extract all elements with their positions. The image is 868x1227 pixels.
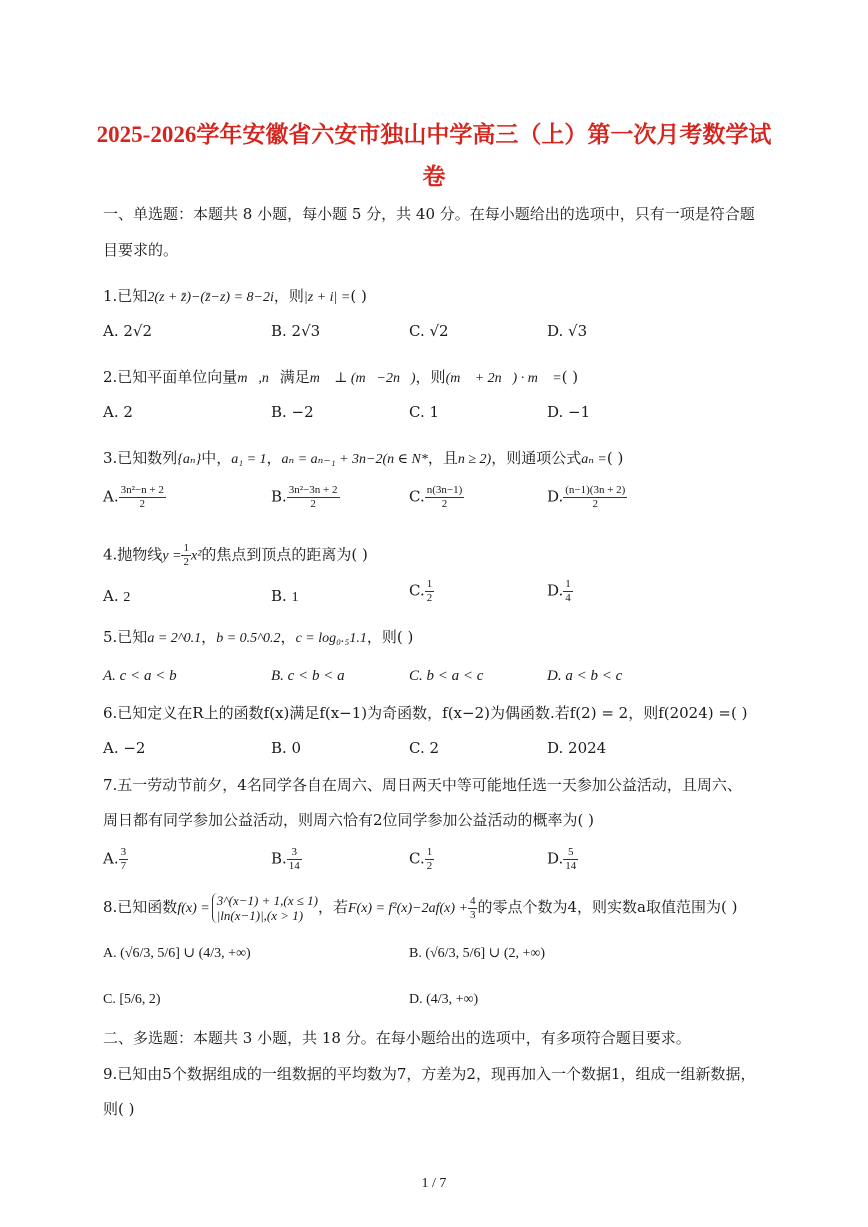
q6-option-c[interactable]: C. 2 — [409, 739, 440, 757]
q7-option-a[interactable]: A. $\frac{3}{7}$ — [103, 846, 127, 872]
q8-option-b[interactable]: B. (√6/3, 5/6] ∪ (2, +∞) — [409, 946, 546, 961]
q3-option-d[interactable]: D. $\frac{(n-1)(3n + 2)}{2}$ — [547, 484, 626, 510]
question-7: 7.五一劳动节前夕，4名同学各自在周六、周日两天中等可能地任选一天参加公益活动，且周六、 — [103, 776, 742, 794]
q4-option-d[interactable]: D. $\frac{1}{4}$ — [547, 578, 571, 604]
page-title: 2025-2026学年安徽省六安市独山中学高三（上）第一次月考数学试 — [96, 122, 772, 147]
q2-option-c[interactable]: C. 1 — [409, 403, 440, 421]
q4-option-a[interactable]: A. 2 — [103, 587, 131, 605]
q1-option-b[interactable]: B. 2√3 — [271, 322, 321, 340]
q8-option-d[interactable]: D. (4/3, +∞) — [409, 992, 479, 1007]
question-8: 8.已知函数f(x) = 3^(x−1) + 1,(x ≤ 1) |ln(x−1)|,(x > 1) ，若F(x) = f²(x)−2af(x) + $\frac{4}{3}$ 的零点个数为4，则实数a取值范围为( ) — [103, 893, 738, 923]
q6-option-d[interactable]: D. 2024 — [547, 739, 607, 757]
page-number: 1 / 7 — [421, 1176, 447, 1191]
q2-option-b[interactable]: B. −2 — [271, 403, 314, 421]
question-6: 6.已知定义在R上的函数f(x)满足f(x−1)为奇函数，f(x−2)为偶函数.若f(2) = 2，则f(2024) =( ) — [103, 704, 748, 722]
question-2: 2.已知平面单位向量m⃗,n⃗满足m⃗ ⊥ (m⃗−2n⃗)，则(m⃗ + 2n⃗) · m⃗ =( ) — [103, 368, 579, 386]
section1-heading-continued: 目要求的。 — [103, 241, 179, 259]
q8-option-c[interactable]: C. [5/6, 2) — [103, 992, 161, 1007]
q8-option-a[interactable]: A. (√6/3, 5/6] ∪ (4/3, +∞) — [103, 946, 251, 961]
question-4: 4.抛物线y = $\frac{1}{2}$ x²的焦点到顶点的距离为( ) — [103, 542, 368, 568]
question-7-continued: 周日都有同学参加公益活动，则周六恰有2位同学参加公益活动的概率为( ) — [103, 811, 595, 829]
q7-option-c[interactable]: C. $\frac{1}{2}$ — [409, 846, 433, 872]
question-9-continued: 则( ) — [103, 1100, 135, 1118]
q3-option-a[interactable]: A. $\frac{\text{3n²−n + 2}}{2}$ — [103, 484, 164, 510]
q1-option-c[interactable]: C. √2 — [409, 322, 449, 340]
question-5: 5.已知a = 2^0.1，b = 0.5^0.2，c = log₀.₅1.1，则( ) — [103, 628, 414, 646]
q5-option-c[interactable]: C. b < a < c — [409, 668, 484, 684]
section1-heading: 一、单选题：本题共 8 小题，每小题 5 分，共 40 分。在每小题给出的选项中，只有一项是符合题 — [103, 205, 755, 223]
q7-option-b[interactable]: B. $\frac{3}{14}$ — [271, 846, 300, 872]
q5-option-d[interactable]: D. a < b < c — [547, 668, 623, 684]
question-1: 1.已知2(z + z̄)−(z̄−z) = 8−2i，则|z + i| =( ) — [103, 287, 367, 305]
q3-option-c[interactable]: C. $\frac{n(3n-1)}{2}$ — [409, 484, 463, 510]
q4-option-b[interactable]: B. 1 — [271, 587, 299, 605]
q7-option-d[interactable]: D. $\frac{5}{14}$ — [547, 846, 577, 872]
question-9: 9.已知由5个数据组成的一组数据的平均数为7，方差为2，现再加入一个数据1，组成一组新数据， — [103, 1065, 756, 1083]
q3-option-b[interactable]: B. $\frac{\text{3n²−3n + 2}}{2}$ — [271, 484, 338, 510]
q2-option-d[interactable]: D. −1 — [547, 403, 591, 421]
q1-option-a[interactable]: A. 2√2 — [103, 322, 153, 340]
q5-option-b[interactable]: B. c < b < a — [271, 668, 345, 684]
q2-option-a[interactable]: A. 2 — [103, 403, 133, 421]
question-3: 3.已知数列{aₙ}中，a₁ = 1，aₙ = aₙ₋₁ + 3n−2(n ∈ N*，且n ≥ 2)，则通项公式aₙ =( ) — [103, 449, 624, 467]
q6-option-b[interactable]: B. 0 — [271, 739, 302, 757]
q6-option-a[interactable]: A. −2 — [103, 739, 146, 757]
section2-heading: 二、多选题：本题共 3 小题，共 18 分。在每小题给出的选项中，有多项符合题目要求。 — [103, 1029, 691, 1047]
q4-option-c[interactable]: C. $\frac{1}{2}$ — [409, 578, 433, 604]
q5-option-a[interactable]: A. c < a < b — [103, 668, 177, 684]
q1-option-d[interactable]: D. √3 — [547, 322, 588, 340]
page-title-continued: 卷 — [422, 164, 446, 189]
piecewise-brace: 3^(x−1) + 1,(x ≤ 1) |ln(x−1)|,(x > 1) — [212, 893, 318, 923]
